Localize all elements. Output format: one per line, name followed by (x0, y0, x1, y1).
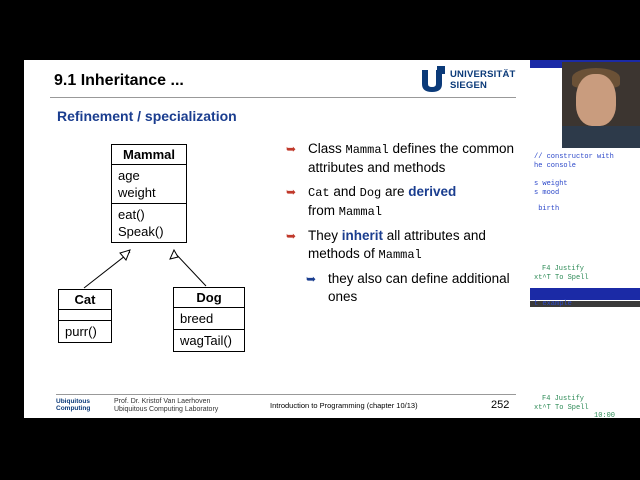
bullet-item: ➥ Class Mammal defines the common attributes and methods (286, 141, 515, 175)
code-line: t example (534, 300, 572, 308)
footer-course: Introduction to Programming (chapter 10/13) (270, 401, 418, 410)
sub-bullet-item: ➥ they also can define additional ones (306, 271, 510, 304)
bullet-list (286, 140, 516, 306)
uml-class-mammal (111, 144, 187, 243)
editor-clock: 10:00 (594, 412, 616, 418)
university-logo (420, 66, 520, 96)
uml-class-name: Cat (59, 290, 111, 310)
code-line: birth (534, 205, 560, 213)
code-line: s weight (534, 180, 568, 188)
uml-attribute: breed (180, 311, 214, 326)
arrow-sub-bullet-icon: ➥ (306, 272, 317, 286)
ubicomp-logo: Ubiquitous Computing (56, 398, 91, 412)
editor-help-line: xt^T To Spell (534, 404, 589, 412)
code-line: he console (534, 162, 577, 170)
editor-help-line: F4 Justify (542, 265, 585, 273)
presenter-face (576, 74, 616, 126)
arrow-bullet-icon: ➥ (286, 229, 297, 243)
arrow-bullet-icon: ➥ (286, 142, 297, 156)
uml-attribute: age (118, 168, 140, 183)
university-logo-icon (420, 66, 448, 94)
logo-text-line1: UNIVERSITÄT (450, 69, 516, 80)
uml-attribute: weight (118, 185, 156, 200)
uml-method: purr() (65, 324, 97, 339)
presenter-shirt (562, 126, 640, 148)
editor-status-bar (530, 288, 640, 300)
footer-divider (56, 394, 516, 395)
slide-title: 9.1 Inheritance ... (54, 72, 184, 89)
webcam-overlay (562, 62, 640, 148)
slide-subtitle: Refinement / specialization (57, 108, 237, 124)
page-number: 252 (491, 399, 510, 411)
code-line: // constructor with (534, 153, 614, 161)
arrow-bullet-icon: ➥ (286, 185, 297, 199)
logo-text-line2: SIEGEN (450, 80, 488, 91)
footer-author: Prof. Dr. Kristof Van Laerhoven Ubiquitous Computing Laboratory (114, 398, 219, 413)
uml-class-cat (58, 289, 112, 343)
uml-class-name: Mammal (112, 145, 186, 165)
bullet-item: ➥ They inherit all attributes and methods of Mammal (286, 228, 486, 262)
uml-class-name: Dog (174, 288, 244, 308)
bullet-item: ➥ Cat and Dog are derived from Mammal (286, 184, 457, 219)
uml-method: Speak() (118, 224, 164, 239)
uml-empty-attributes (59, 310, 111, 321)
presentation-slide (24, 60, 530, 418)
uml-method: eat() (118, 207, 145, 222)
editor-help-line: xt^T To Spell (534, 274, 589, 282)
code-line: s mood (534, 189, 560, 197)
uml-class-dog (173, 287, 245, 352)
editor-help-line: F4 Justify (542, 395, 585, 403)
uml-method: wagTail() (180, 333, 233, 348)
